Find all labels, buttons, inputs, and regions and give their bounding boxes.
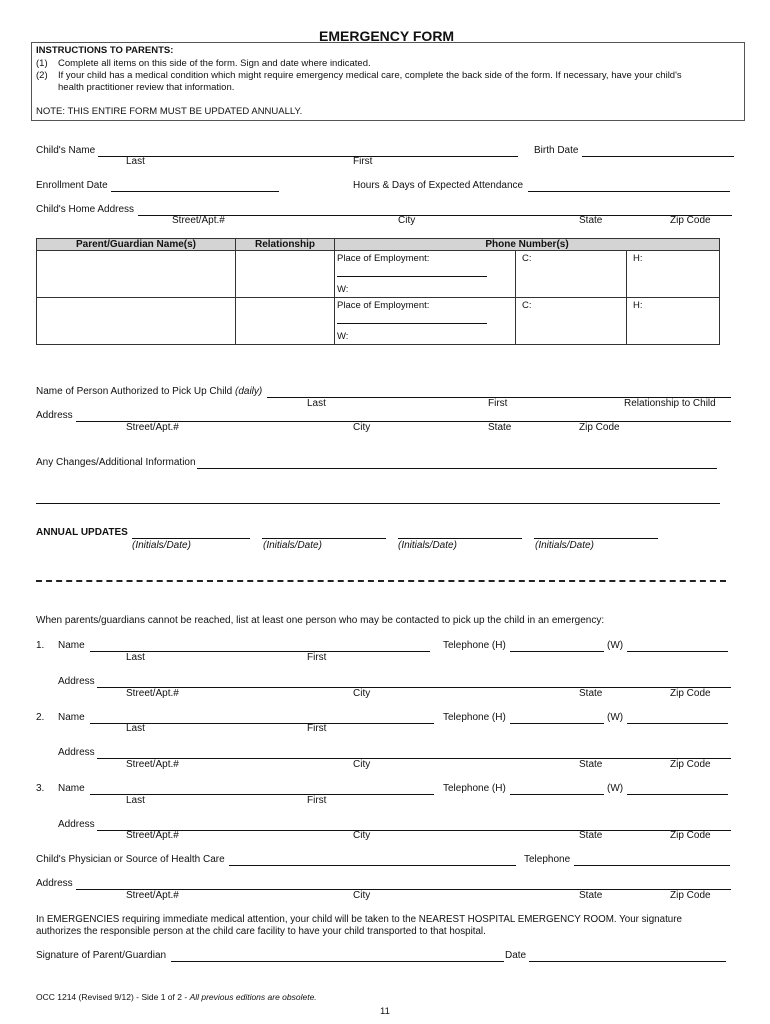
- cell-phone-cell[interactable]: [516, 298, 627, 345]
- telephone-home-field[interactable]: [510, 783, 604, 795]
- page-number: 11: [380, 1006, 390, 1017]
- contact-address-label: Address: [58, 819, 95, 830]
- employment-cell[interactable]: [335, 298, 516, 345]
- initials-date-caption: (Initials/Date): [132, 540, 191, 551]
- sublabel-state: State: [579, 688, 603, 699]
- hours-attendance-field[interactable]: [528, 180, 730, 192]
- cut-line-divider: [36, 580, 726, 582]
- emergency-contacts-intro: When parents/guardians cannot be reached, list at least one person who may be contacted to pick up the child in an emergency:: [36, 615, 605, 626]
- child-name-label: Child's Name: [36, 145, 96, 156]
- emergency-notice-line-2: authorizes the responsible person at the child care facility to have your child transported to that hospital.: [36, 926, 486, 937]
- cell-phone-label: C:: [522, 300, 532, 311]
- instruction-2-cont: health practitioner review that information.: [58, 82, 235, 93]
- employment-line: [337, 323, 487, 324]
- pickup-label-text: Name of Person Authorized to Pick Up Child: [36, 386, 233, 397]
- column-header-parent-name: Parent/Guardian Name(s): [37, 239, 236, 251]
- sublabel-city: City: [353, 890, 371, 901]
- signature-field[interactable]: [171, 950, 504, 962]
- sublabel-last: Last: [126, 652, 145, 663]
- form-code: [36, 992, 317, 1002]
- sublabel-street: Street/Apt.#: [126, 759, 179, 770]
- work-phone-label: W:: [337, 284, 349, 295]
- cell-phone-label: C:: [522, 253, 532, 264]
- initials-date-caption: (Initials/Date): [398, 540, 457, 551]
- home-phone-label: H:: [633, 253, 643, 264]
- contact-address-label: Address: [58, 676, 95, 687]
- sublabel-street: Street/Apt.#: [126, 422, 179, 433]
- sublabel-first: First: [353, 156, 373, 167]
- annual-update-field-3[interactable]: [398, 527, 522, 539]
- physician-telephone-label: Telephone: [524, 854, 571, 865]
- sublabel-zip: Zip Code: [670, 688, 711, 699]
- parent-name-cell[interactable]: [37, 251, 236, 298]
- contact-number: 3.: [36, 783, 45, 794]
- sublabel-first: First: [307, 795, 327, 806]
- contact-name-label: Name: [58, 783, 85, 794]
- instruction-2: If your child has a medical condition which might require emergency medical care, complete the back side of the form. If necessary, have your child's: [58, 70, 682, 81]
- emergency-notice-line-1: In EMERGENCIES requiring immediate medical attention, your child will be taken to the NEAREST HOSPITAL EMERGENCY ROOM. Your signature: [36, 914, 682, 925]
- pickup-person-field[interactable]: [267, 386, 731, 398]
- initials-date-caption: (Initials/Date): [263, 540, 322, 551]
- home-phone-cell[interactable]: [627, 298, 720, 345]
- sublabel-first: First: [488, 398, 508, 409]
- telephone-home-label: Telephone (H): [443, 640, 506, 651]
- sublabel-state: State: [579, 890, 603, 901]
- physician-field[interactable]: [229, 854, 516, 866]
- sublabel-street: Street/Apt.#: [126, 830, 179, 841]
- annual-update-field-4[interactable]: [534, 527, 658, 539]
- instructions-heading: INSTRUCTIONS TO PARENTS:: [36, 45, 174, 56]
- home-phone-cell[interactable]: [627, 251, 720, 298]
- changes-field[interactable]: [197, 457, 717, 469]
- parent-guardian-table: [36, 238, 720, 345]
- relationship-cell[interactable]: [236, 251, 335, 298]
- sublabel-first: First: [307, 723, 327, 734]
- contact-number: 2.: [36, 712, 45, 723]
- sublabel-city: City: [353, 688, 371, 699]
- annual-updates-label: ANNUAL UPDATES: [36, 527, 128, 538]
- changes-label: Any Changes/Additional Information: [36, 457, 196, 468]
- sublabel-zip: Zip Code: [670, 890, 711, 901]
- sublabel-state: State: [579, 759, 603, 770]
- place-of-employment-label: Place of Employment:: [337, 253, 430, 264]
- sublabel-city: City: [398, 215, 416, 226]
- obsolete-notice: All previous editions are obsolete.: [189, 992, 317, 1002]
- contact-address-field[interactable]: [97, 819, 731, 831]
- telephone-home-field[interactable]: [510, 712, 604, 724]
- sublabel-street: Street/Apt.#: [172, 215, 225, 226]
- contact-number: 1.: [36, 640, 45, 651]
- hours-attendance-label: Hours & Days of Expected Attendance: [353, 180, 524, 191]
- signature-label: Signature of Parent/Guardian: [36, 950, 167, 961]
- telephone-home-label: Telephone (H): [443, 783, 506, 794]
- sublabel-zip: Zip Code: [670, 759, 711, 770]
- sublabel-first: First: [307, 652, 327, 663]
- sublabel-city: City: [353, 422, 371, 433]
- employment-line: [337, 276, 487, 277]
- sublabel-state: State: [488, 422, 512, 433]
- column-header-relationship: Relationship: [236, 239, 335, 251]
- work-phone-label: W:: [337, 331, 349, 342]
- instruction-number: (2): [36, 70, 48, 81]
- birth-date-label: Birth Date: [534, 145, 579, 156]
- telephone-work-label: (W): [607, 712, 624, 723]
- form-title: EMERGENCY FORM: [319, 28, 455, 44]
- physician-label: Child's Physician or Source of Health Care: [36, 854, 225, 865]
- enrollment-date-label: Enrollment Date: [36, 180, 108, 191]
- sublabel-street: Street/Apt.#: [126, 688, 179, 699]
- annual-update-field-1[interactable]: [132, 527, 250, 539]
- sublabel-last: Last: [126, 795, 145, 806]
- sublabel-street: Street/Apt.#: [126, 890, 179, 901]
- physician-address-label: Address: [36, 878, 73, 889]
- sublabel-zip: Zip Code: [670, 830, 711, 841]
- child-name-field[interactable]: [98, 145, 518, 157]
- instruction-1: Complete all items on this side of the form. Sign and date where indicated.: [58, 58, 371, 69]
- initials-date-caption: (Initials/Date): [535, 540, 594, 551]
- contact-name-label: Name: [58, 640, 85, 651]
- physician-address-field[interactable]: [76, 878, 731, 890]
- contact-address-field[interactable]: [97, 747, 731, 759]
- contact-address-field[interactable]: [97, 676, 731, 688]
- signature-date-field[interactable]: [529, 950, 726, 962]
- sublabel-last: Last: [126, 723, 145, 734]
- signature-date-label: Date: [505, 950, 527, 961]
- sublabel-state: State: [579, 215, 603, 226]
- birth-date-field[interactable]: [582, 145, 734, 157]
- telephone-home-label: Telephone (H): [443, 712, 506, 723]
- relationship-cell[interactable]: [236, 298, 335, 345]
- parent-name-cell[interactable]: [37, 298, 236, 345]
- column-header-phone: Phone Number(s): [335, 239, 720, 251]
- telephone-work-label: (W): [607, 640, 624, 651]
- sublabel-last: Last: [126, 156, 145, 167]
- cell-phone-cell[interactable]: [516, 251, 627, 298]
- place-of-employment-label: Place of Employment:: [337, 300, 430, 311]
- instruction-number: (1): [36, 58, 48, 69]
- telephone-work-field[interactable]: [627, 712, 728, 724]
- contact-address-label: Address: [58, 747, 95, 758]
- sublabel-city: City: [353, 759, 371, 770]
- sublabel-city: City: [353, 830, 371, 841]
- enrollment-date-field[interactable]: [111, 180, 279, 192]
- table-row: [37, 251, 720, 298]
- home-phone-label: H:: [633, 300, 643, 311]
- annual-update-field-2[interactable]: [262, 527, 386, 539]
- contact-name-field[interactable]: [90, 640, 430, 652]
- sublabel-last: Last: [307, 398, 326, 409]
- sublabel-zip: Zip Code: [579, 422, 620, 433]
- sublabel-relationship: Relationship to Child: [624, 398, 716, 409]
- telephone-work-field[interactable]: [627, 783, 728, 795]
- physician-telephone-field[interactable]: [574, 854, 730, 866]
- contact-name-field[interactable]: [90, 783, 434, 795]
- home-address-label: Child's Home Address: [36, 204, 135, 215]
- telephone-home-field[interactable]: [510, 640, 604, 652]
- table-row: [37, 298, 720, 345]
- form-code-text: OCC 1214 (Revised 9/12) - Side 1 of 2 -: [36, 992, 188, 1002]
- home-address-field[interactable]: [138, 204, 732, 216]
- annual-note: NOTE: THIS ENTIRE FORM MUST BE UPDATED ANNUALLY.: [36, 106, 303, 117]
- changes-field-line-2[interactable]: [36, 492, 720, 504]
- pickup-daily-text: (daily): [235, 386, 263, 397]
- pickup-address-label: Address: [36, 410, 73, 421]
- pickup-person-label: [36, 386, 262, 397]
- sublabel-zip: Zip Code: [670, 215, 711, 226]
- sublabel-state: State: [579, 830, 603, 841]
- contact-name-label: Name: [58, 712, 85, 723]
- telephone-work-field[interactable]: [627, 640, 728, 652]
- employment-cell[interactable]: [335, 251, 516, 298]
- telephone-work-label: (W): [607, 783, 624, 794]
- pickup-address-field[interactable]: [76, 410, 731, 422]
